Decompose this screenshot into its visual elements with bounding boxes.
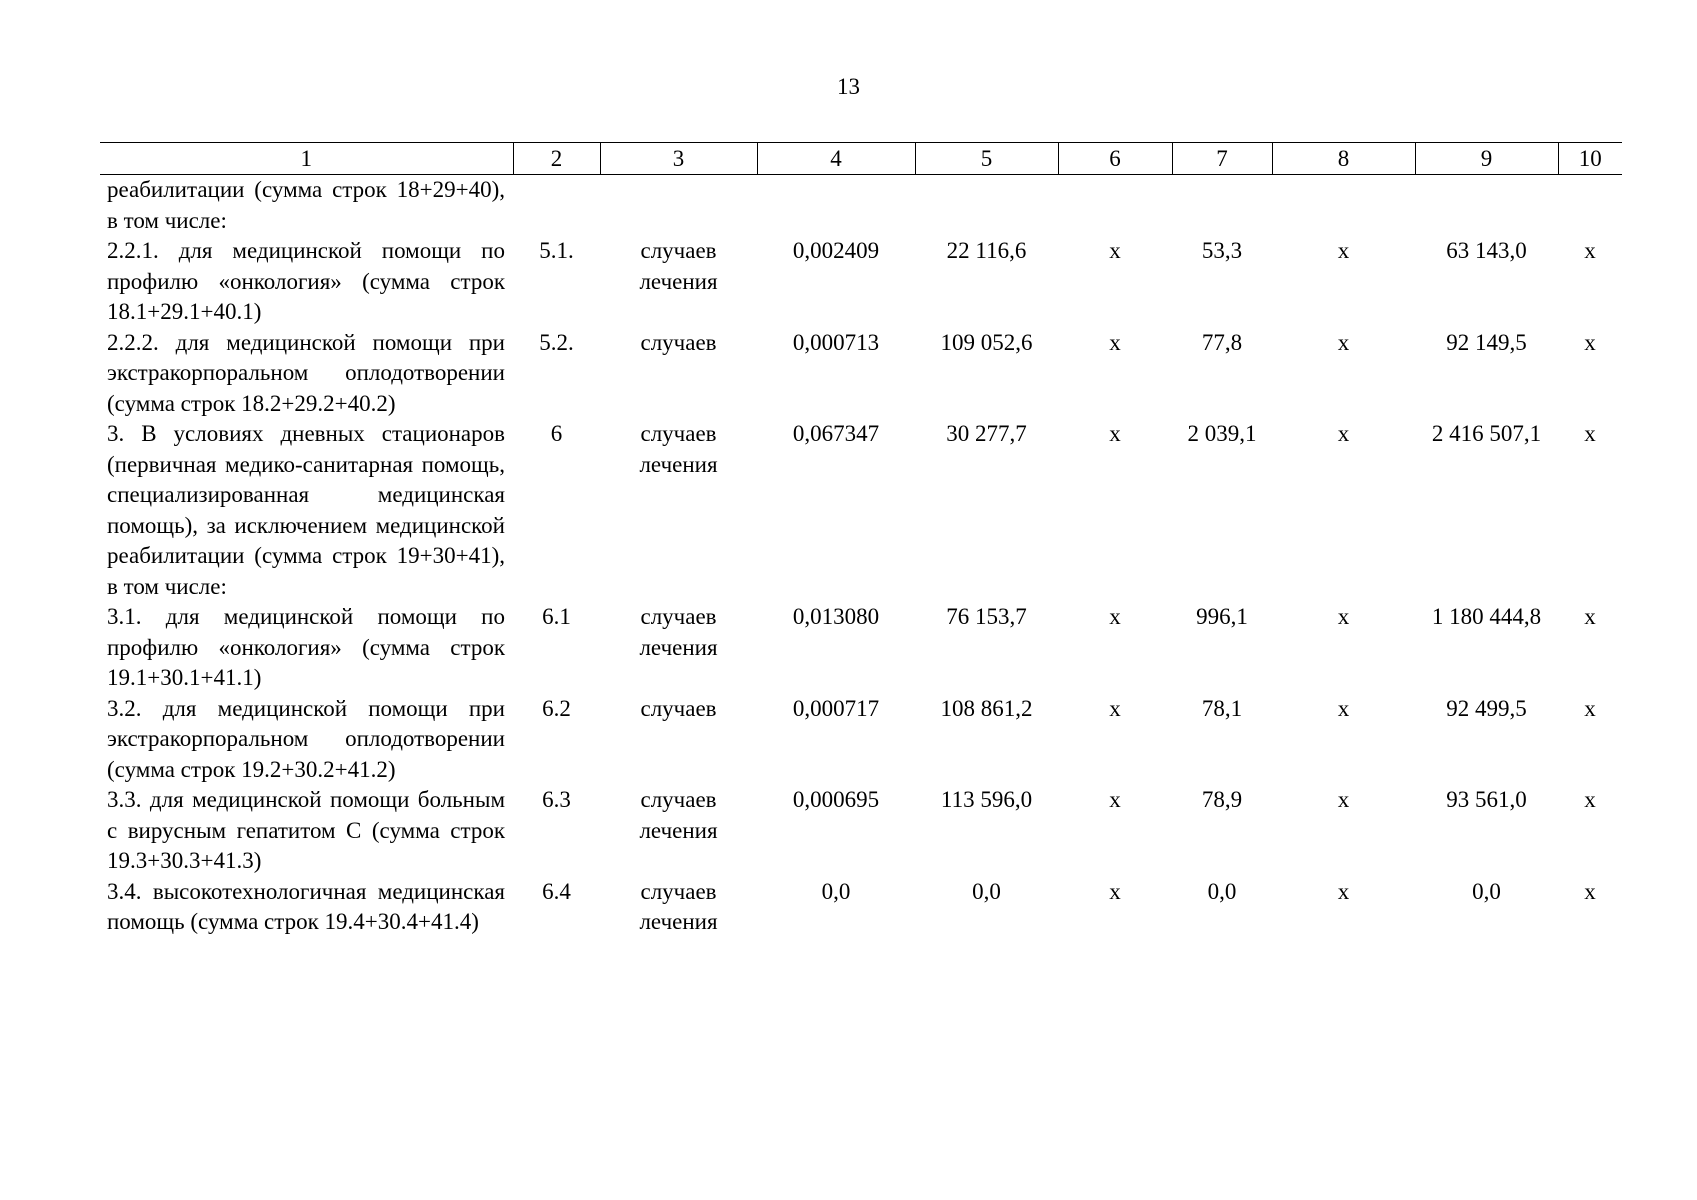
row-col10: х xyxy=(1584,421,1596,446)
row-col10: х xyxy=(1584,695,1596,721)
row-name: 3.4. высокотехнологичная медицинская помощь (сумма строк 19.4+30.4+41.4) xyxy=(107,878,505,934)
row-unit: случаев лечения xyxy=(639,421,718,477)
row-col6: х xyxy=(1109,421,1121,446)
row-col9: 92 149,5 xyxy=(1446,329,1527,355)
row-col9: 1 180 444,8 xyxy=(1431,604,1542,629)
header-cell-10: 10 xyxy=(1558,143,1622,175)
row-name: 3.2. для медицинской помощи при экстракорпоральном оплодотворении (сумма строк 19.2+30.2+41.2) xyxy=(107,695,505,782)
row-col5: 76 153,7 xyxy=(946,604,1027,629)
header-cell-4: 4 xyxy=(757,143,915,175)
row-code: 6.1 xyxy=(542,604,571,629)
row-col10: х xyxy=(1584,238,1596,263)
row-col4: 0,013080 xyxy=(792,604,880,629)
row-col10: х xyxy=(1584,329,1596,355)
row-name: 2.2.1. для медицинской помощи по профилю «онкология» (сумма строк 18.1+29.1+40.1) xyxy=(107,238,505,324)
row-col9: 0,0 xyxy=(1472,878,1501,904)
row-col7: 77,8 xyxy=(1201,329,1243,355)
row-unit: случаев xyxy=(640,329,717,355)
row-col6: х xyxy=(1109,604,1121,629)
row-col8: х xyxy=(1337,695,1350,721)
row-col7: 996,1 xyxy=(1196,604,1248,629)
row-col9: 93 561,0 xyxy=(1446,787,1527,812)
table-row xyxy=(100,602,1622,694)
row-col4: 0,067347 xyxy=(792,421,880,446)
row-col8: х xyxy=(1337,604,1350,629)
header-cell-3: 3 xyxy=(600,143,757,175)
row-code: 6.2 xyxy=(542,695,571,721)
row-col8: х xyxy=(1337,787,1350,812)
row-col4: 0,000713 xyxy=(792,329,880,355)
row-code: 5.2. xyxy=(539,329,574,355)
table-row xyxy=(100,877,1622,938)
page-number: 13 xyxy=(837,74,860,99)
row-col4: 0,002409 xyxy=(792,238,880,263)
row-col5: 22 116,6 xyxy=(946,238,1027,263)
row-col4 xyxy=(757,175,915,237)
row-col7: 0,0 xyxy=(1207,878,1237,904)
table-row xyxy=(100,175,1622,237)
row-name: реабилитации (сумма строк 18+29+40), в том числе: xyxy=(107,177,505,233)
row-col10: х xyxy=(1584,604,1596,629)
row-col4: 0,000717 xyxy=(792,695,880,721)
row-col8: х xyxy=(1337,421,1350,446)
row-col6 xyxy=(1058,175,1172,237)
header-cell-2: 2 xyxy=(513,143,600,175)
row-unit: случаев лечения xyxy=(639,787,718,843)
row-col6: х xyxy=(1109,329,1121,355)
row-col7: 53,3 xyxy=(1201,238,1243,263)
header-cell-8: 8 xyxy=(1272,143,1415,175)
data-table xyxy=(100,142,1622,938)
row-col7: 78,1 xyxy=(1201,695,1243,721)
table-row xyxy=(100,694,1622,786)
row-unit xyxy=(600,175,757,237)
row-col7: 78,9 xyxy=(1201,787,1243,812)
row-col5: 0,0 xyxy=(972,878,1001,904)
row-code xyxy=(513,175,600,237)
row-name: 3. В условиях дневных стационаров (первичная медико-санитарная помощь, специализированная медицинская помощь), за исключением медицинской реабилитации (сумма строк 19+30+41), в том числе: xyxy=(107,421,505,599)
header-cell-9: 9 xyxy=(1415,143,1558,175)
row-name: 3.1. для медицинской помощи по профилю «онкология» (сумма строк 19.1+30.1+41.1) xyxy=(107,604,505,690)
row-col6: х xyxy=(1109,238,1121,263)
header-cell-5: 5 xyxy=(915,143,1058,175)
row-code: 6 xyxy=(550,421,563,446)
row-col8: х xyxy=(1337,878,1350,904)
row-col5 xyxy=(915,175,1058,237)
row-code: 5.1. xyxy=(539,238,574,263)
row-unit: случаев лечения xyxy=(639,878,718,934)
row-name: 3.3. для медицинской помощи больным с вирусным гепатитом С (сумма строк 19.3+30.3+41.3) xyxy=(107,787,505,873)
row-col6: х xyxy=(1109,695,1121,721)
header-cell-1: 1 xyxy=(100,143,513,175)
row-col10 xyxy=(1558,175,1622,237)
row-col5: 30 277,7 xyxy=(946,421,1027,446)
table-body xyxy=(100,175,1622,938)
table-row xyxy=(100,236,1622,328)
row-col8 xyxy=(1272,175,1415,237)
header-row xyxy=(100,143,1622,175)
row-code: 6.3 xyxy=(542,787,571,812)
row-col10: х xyxy=(1584,878,1596,904)
row-unit: случаев лечения xyxy=(639,238,718,294)
table-row xyxy=(100,785,1622,877)
row-col4: 0,0 xyxy=(821,878,851,904)
row-col5: 109 052,6 xyxy=(940,329,1033,355)
row-col8: х xyxy=(1337,329,1350,355)
row-col9: 63 143,0 xyxy=(1446,238,1527,263)
table-row xyxy=(100,328,1622,420)
row-col9: 2 416 507,1 xyxy=(1431,421,1542,446)
row-col9: 92 499,5 xyxy=(1446,695,1527,721)
header-cell-7: 7 xyxy=(1172,143,1272,175)
row-col9 xyxy=(1415,175,1558,237)
row-col6: х xyxy=(1109,787,1121,812)
row-col10: х xyxy=(1584,787,1596,812)
header-cell-6: 6 xyxy=(1058,143,1172,175)
row-code: 6.4 xyxy=(542,878,571,904)
row-col5: 108 861,2 xyxy=(940,695,1033,721)
row-col4: 0,000695 xyxy=(792,787,880,812)
row-col8: х xyxy=(1337,238,1350,263)
row-col5: 113 596,0 xyxy=(940,787,1033,812)
row-col7: 2 039,1 xyxy=(1187,421,1257,446)
table-row xyxy=(100,419,1622,602)
row-col7 xyxy=(1172,175,1272,237)
row-col6: х xyxy=(1109,878,1121,904)
table-header xyxy=(100,143,1622,175)
row-name: 2.2.2. для медицинской помощи при экстракорпоральном оплодотворении (сумма строк 18.2+29.2+40.2) xyxy=(107,329,505,416)
row-unit: случаев xyxy=(640,695,717,721)
row-unit: случаев лечения xyxy=(639,604,718,660)
